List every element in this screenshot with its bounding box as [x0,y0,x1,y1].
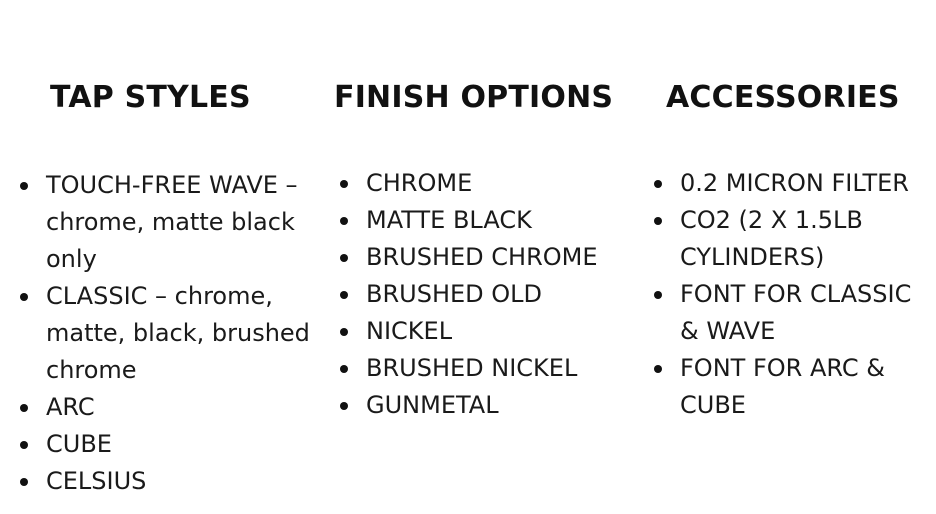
accessories-list [654,165,936,424]
list-item: 0.2 MICRON FILTER [654,165,936,202]
list-item: CELSIUS [20,463,310,500]
list-item: FONT FOR CLASSIC & WAVE [654,276,936,350]
list-item: NICKEL [340,313,640,350]
list-item: BRUSHED CHROME [340,239,640,276]
finish-options-heading: FINISH OPTIONS [334,80,614,115]
list-item: CLASSIC – chrome, matte, black, brushed chrome [20,278,310,389]
list-item: MATTE BLACK [340,202,640,239]
list-item: GUNMETAL [340,387,640,424]
list-item: BRUSHED NICKEL [340,350,640,387]
list-item: FONT FOR ARC & CUBE [654,350,936,424]
accessories-heading: ACCESSORIES [666,80,900,115]
list-item: TOUCH-FREE WAVE – chrome, matte black only [20,167,310,278]
tap-styles-heading: TAP STYLES [50,80,251,115]
tap-styles-list [20,167,310,500]
list-item: BRUSHED OLD [340,276,640,313]
list-item: ARC [20,389,310,426]
list-item: CO2 (2 X 1.5LB CYLINDERS) [654,202,936,276]
list-item: CHROME [340,165,640,202]
finish-options-list [340,165,640,424]
list-item: CUBE [20,426,310,463]
